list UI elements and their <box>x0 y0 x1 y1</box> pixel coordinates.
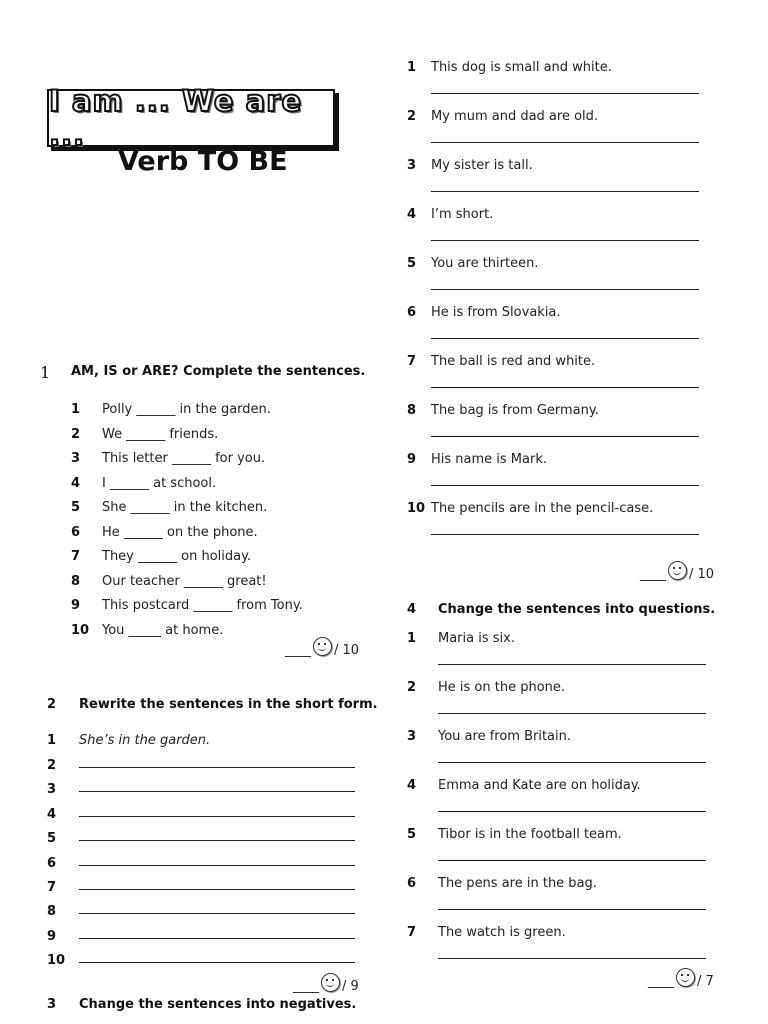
answer-line[interactable] <box>431 485 699 486</box>
answer-line[interactable] <box>79 913 355 914</box>
list-item: 2 My mum and dad are old. <box>407 105 707 154</box>
answer-line[interactable] <box>431 142 699 143</box>
list-item: 8 The bag is from Germany. <box>407 399 707 448</box>
list-item: 2 He is on the phone. <box>407 676 709 725</box>
list-item: 7 The watch is green. <box>407 921 709 970</box>
score-total: / 9 <box>342 979 359 994</box>
ex2-lines <box>47 754 71 974</box>
smiley-icon <box>668 561 687 580</box>
answer-line[interactable] <box>79 767 355 768</box>
score-total: / 10 <box>334 643 360 658</box>
smiley-icon <box>313 637 332 656</box>
score-blank: ____ <box>285 643 311 658</box>
ex1-score <box>285 643 359 658</box>
answer-line[interactable] <box>438 909 706 910</box>
smiley-icon <box>321 973 340 992</box>
answer-line[interactable] <box>79 791 355 792</box>
list-item: 4 Emma and Kate are on holiday. <box>407 774 709 823</box>
answer-line[interactable] <box>438 762 706 763</box>
answer-row: 7 <box>47 876 71 900</box>
answer-row: 6 <box>47 852 71 876</box>
ex2-score <box>293 979 359 994</box>
list-item: 10 The pencils are in the pencil-case. <box>407 497 707 546</box>
list-item: 6 He ______ on the phone. <box>71 524 258 540</box>
answer-line[interactable] <box>431 191 699 192</box>
ex3-heading: Change the sentences into negatives. <box>79 997 357 1012</box>
ex2-heading: Rewrite the sentences in the short form. <box>79 697 378 712</box>
list-item: 5 She ______ in the kitchen. <box>71 500 268 515</box>
answer-row: 2 <box>47 754 71 778</box>
answer-line[interactable] <box>431 289 699 290</box>
score-blank: ____ <box>640 567 666 582</box>
answer-row: 5 <box>47 827 71 851</box>
ex4-number: 4 <box>407 602 417 617</box>
ex1-number: 1 <box>40 363 51 382</box>
worksheet-title-box <box>47 84 335 152</box>
answer-line[interactable] <box>431 534 699 535</box>
ex1-heading: AM, IS or ARE? Complete the sentences. <box>71 364 366 379</box>
list-item: 4 I’m short. <box>407 203 707 252</box>
answer-line[interactable] <box>79 962 355 963</box>
list-item: 2 We ______ friends. <box>71 426 219 442</box>
answer-line[interactable] <box>438 664 706 665</box>
list-item: 4 I ______ at school. <box>71 475 217 491</box>
ex3-list <box>407 56 707 546</box>
worksheet-subtitle: Verb TO BE <box>118 146 288 177</box>
answer-line[interactable] <box>438 860 706 861</box>
ex1-list <box>71 398 303 643</box>
score-blank: ____ <box>648 974 674 989</box>
answer-line[interactable] <box>431 338 699 339</box>
answer-line[interactable] <box>431 240 699 241</box>
list-item: 5 You are thirteen. <box>407 252 707 301</box>
answer-line[interactable] <box>79 889 355 890</box>
answer-line[interactable] <box>431 436 699 437</box>
list-item: 1 This dog is small and white. <box>407 56 707 105</box>
list-item: 7 The ball is red and white. <box>407 350 707 399</box>
answer-row: 3 <box>47 778 71 802</box>
ex4-heading: Change the sentences into questions. <box>438 602 716 617</box>
answer-row: 9 <box>47 925 71 949</box>
list-item: 3 You are from Britain. <box>407 725 709 774</box>
list-item: 9 His name is Mark. <box>407 448 707 497</box>
list-item: 10 You _____ at home. <box>71 622 224 638</box>
smiley-icon <box>676 968 695 987</box>
answer-line[interactable] <box>438 713 706 714</box>
answer-line[interactable] <box>79 938 355 939</box>
ex3-number: 3 <box>47 997 57 1012</box>
answer-line[interactable] <box>79 816 355 817</box>
answer-line[interactable] <box>438 958 706 959</box>
answer-row: 4 <box>47 803 71 827</box>
answer-line[interactable] <box>431 387 699 388</box>
ex3-score <box>640 567 714 582</box>
answer-row: 8 <box>47 900 71 924</box>
list-item: 6 The pens are in the bag. <box>407 872 709 921</box>
list-item: 3 My sister is tall. <box>407 154 707 203</box>
answer-line[interactable] <box>438 811 706 812</box>
score-total: / 10 <box>689 567 715 582</box>
list-item: 5 Tibor is in the football team. <box>407 823 709 872</box>
score-blank: ____ <box>293 979 319 994</box>
answer-line[interactable] <box>431 93 699 94</box>
answer-line[interactable] <box>79 840 355 841</box>
score-total: / 7 <box>697 974 714 989</box>
list-item: 3 This letter ______ for you. <box>71 451 266 466</box>
ex4-score <box>648 974 714 989</box>
ex2-example: 1 She’s in the garden. <box>47 733 211 748</box>
list-item: 6 He is from Slovakia. <box>407 301 707 350</box>
list-item: 7 They ______ on holiday. <box>71 549 252 564</box>
list-item: 1 Polly ______ in the garden. <box>71 402 271 417</box>
answer-row: 10 <box>47 949 71 973</box>
list-item: 9 This postcard ______ from Tony. <box>71 598 303 613</box>
answer-line[interactable] <box>79 865 355 866</box>
list-item: 1 Maria is six. <box>407 627 709 676</box>
worksheet-title: I am ... We are ... <box>49 84 303 152</box>
ex2-number: 2 <box>47 697 57 712</box>
ex4-list <box>407 627 709 970</box>
list-item: 8 Our teacher ______ great! <box>71 573 267 589</box>
